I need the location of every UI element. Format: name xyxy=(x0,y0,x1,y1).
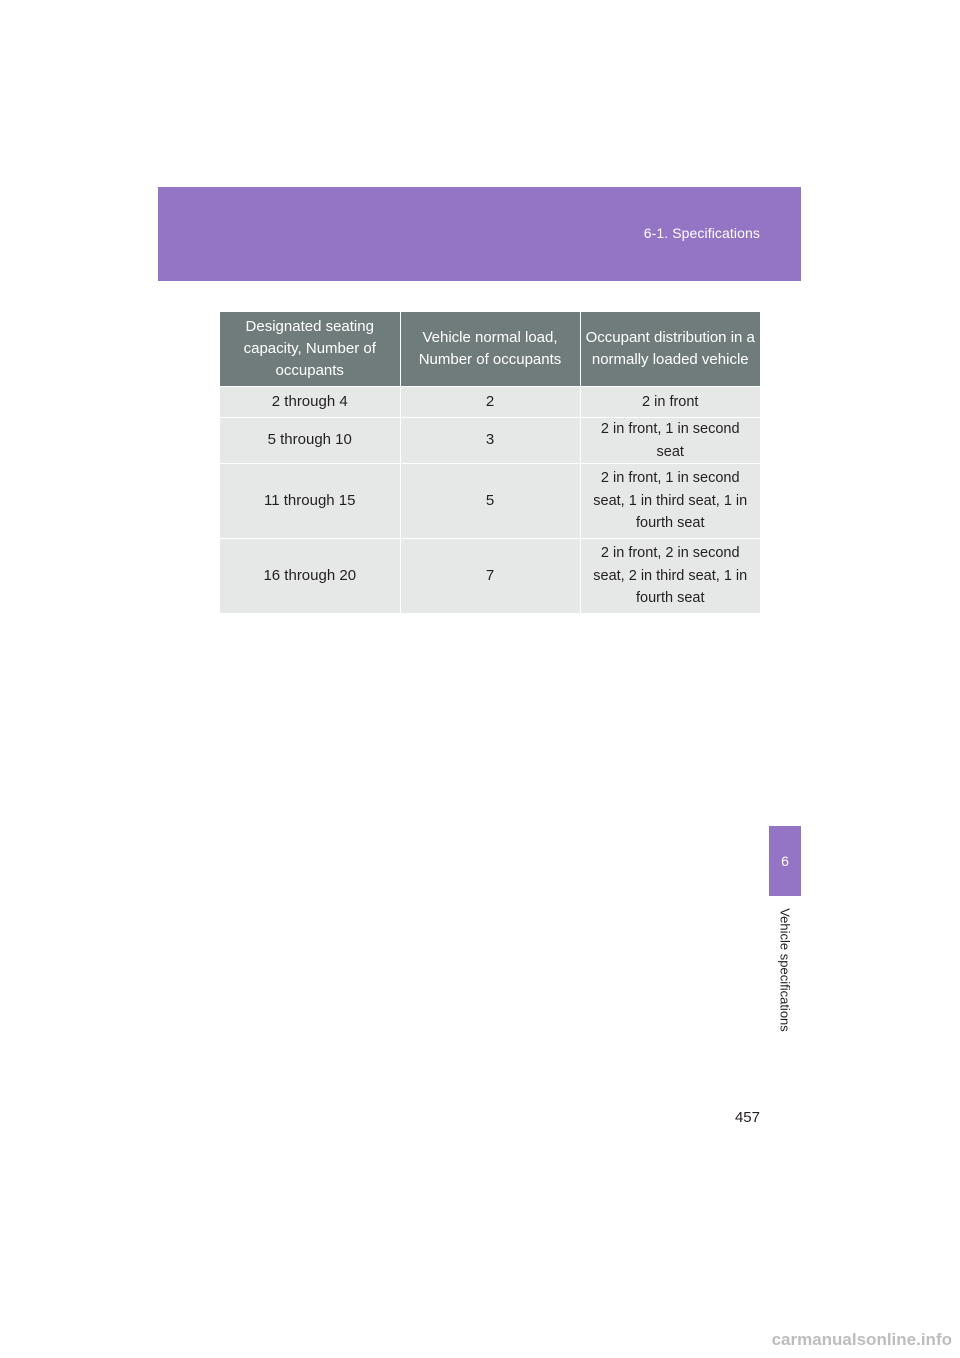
watermark: carmanualsonline.info xyxy=(771,1330,952,1349)
cell-distribution: 2 in front, 1 in second seat xyxy=(580,418,760,464)
table-row xyxy=(220,539,760,614)
cell-load: 7 xyxy=(400,539,580,614)
page-number: 457 xyxy=(734,1109,760,1126)
cell-distribution: 2 in front xyxy=(580,387,760,418)
cell-load: 2 xyxy=(400,387,580,418)
cell-capacity: 2 through 4 xyxy=(220,387,400,418)
column-header-load: Vehicle normal load, Number of occupants xyxy=(400,312,580,387)
table-row xyxy=(220,418,760,464)
chapter-tab[interactable] xyxy=(769,826,801,896)
table-row xyxy=(220,387,760,418)
table-header-row xyxy=(220,312,760,387)
header-band xyxy=(158,187,801,281)
cell-load: 3 xyxy=(400,418,580,464)
cell-capacity: 16 through 20 xyxy=(220,539,400,614)
cell-distribution: 2 in front, 2 in second seat, 2 in third seat, 1 in fourth seat xyxy=(580,539,760,614)
cell-capacity: 5 through 10 xyxy=(220,418,400,464)
chapter-label: Vehicle specifications xyxy=(777,908,793,1032)
chapter-number: 6 xyxy=(781,853,789,869)
section-title: 6-1. Specifications xyxy=(643,225,760,241)
cell-capacity: 11 through 15 xyxy=(220,464,400,539)
column-header-distribution: Occupant distribution in a normally loaded vehicle xyxy=(580,312,760,387)
cell-load: 5 xyxy=(400,464,580,539)
column-header-capacity: Designated seating capacity, Number of occupants xyxy=(220,312,400,387)
occupant-table xyxy=(220,312,760,613)
table-row xyxy=(220,464,760,539)
cell-distribution: 2 in front, 1 in second seat, 1 in third seat, 1 in fourth seat xyxy=(580,464,760,539)
